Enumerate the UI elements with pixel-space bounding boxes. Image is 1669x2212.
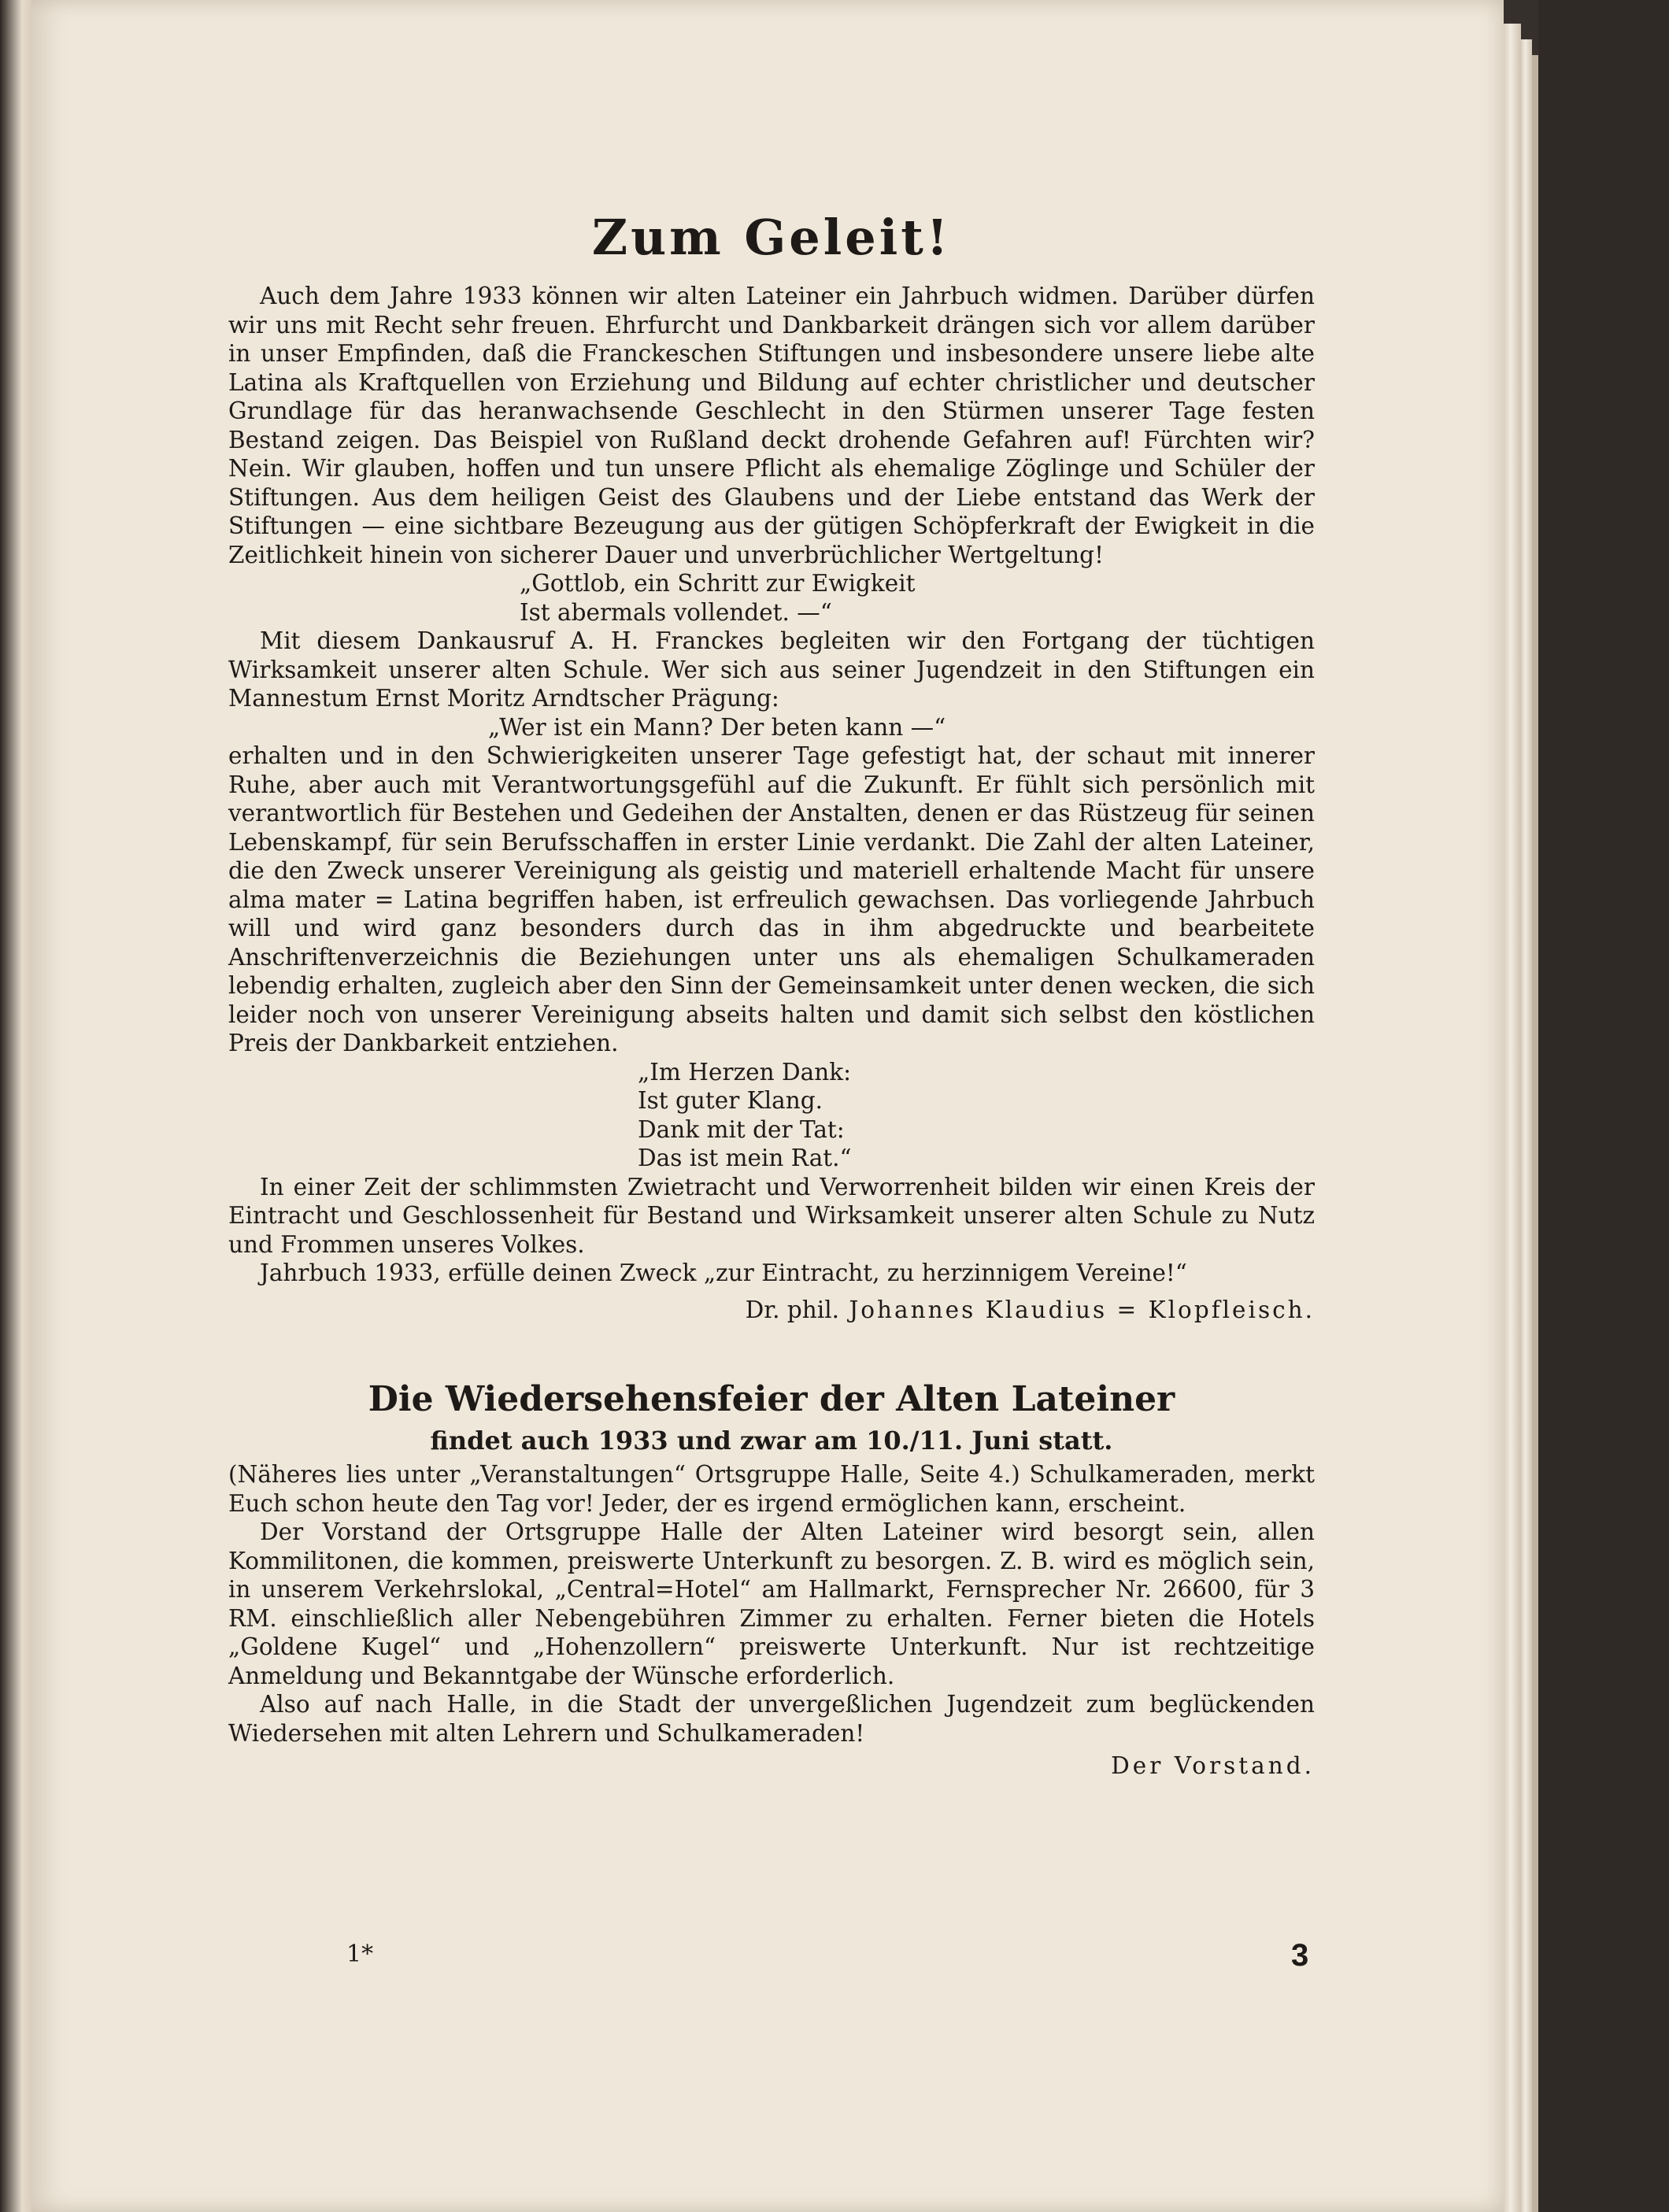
author-title: Dr. phil. [745, 1296, 840, 1323]
article-title: Zum Geleit! [591, 209, 952, 266]
author-signature [228, 1296, 1315, 1325]
article-paragraph-5: Jahrbuch 1933, erfülle deinen Zweck „zur Eintracht, zu herzinnigem Vereine!“ [260, 1260, 1187, 1286]
section-heading: Die Wiedersehensfeier der Alten Lateiner [368, 1379, 1175, 1419]
section-paragraph-3: Also auf nach Halle, in die Stadt der unvergeßlichen Jugendzeit zum beglückenden Wiedersehen mit alten Lehrern und Schulkameraden! [228, 1691, 1315, 1747]
page [31, 0, 1504, 2212]
article-paragraph-2: Mit diesem Dankausruf A. H. Franckes begleiten wir den Fortgang der tüchtigen Wirksamkeit unserer alten Schule. Wer sich aus seiner Jugendzeit in den Stiftungen ein Mannestum Ernst Moritz Arndtscher Prägung: [228, 627, 1315, 712]
scanner-background [1538, 0, 1669, 2212]
page-stack-edge [1521, 39, 1532, 2212]
quote-line: „Gottlob, ein Schritt zur Ewigkeit [520, 570, 916, 597]
poem-line: Dank mit der Tat: [638, 1115, 845, 1143]
poem-line: Ist guter Klang. [638, 1087, 823, 1114]
page-stack-edge [1504, 24, 1521, 2212]
poem [228, 1058, 1315, 1173]
page-number: 3 [1291, 1938, 1309, 1973]
poem-line: „Im Herzen Dank: [638, 1058, 852, 1086]
page-stack-edge [1532, 55, 1538, 2212]
quote-line: „Wer ist ein Mann? Der beten kann —“ [488, 713, 946, 741]
article-paragraph-3: erhalten und in den Schwierigkeiten unserer Tage gefestigt hat, der schaut mit innerer Ruhe, aber auch mit Verantwortungsgefühl auf die Zukunft. Er fühlt sich persönlich mit verantwortlich für Bestehen und Gedeihen der Anstalten, denen er das Rüstzeug für seinen Lebenskampf, für sein Berufsschaffen in erster Linie verdankt. Die Zahl der alten Lateiner, die den Zweck unserer Vereinigung als geistig und materiell erhaltende Macht für unsere alma mater = Latina begriffen haben, ist erfreulich gewachsen. Das vorliegende Jahrbuch will und wird ganz besonders durch das in ihm abgedruckte und bearbeitete Anschriftenverzeichnis die Beziehungen unter uns als ehemaligen Schulkameraden lebendig erhalten, zugleich aber den Sinn der Gemeinsamkeit unter denen wecken, die sich leider noch von unserer Vereinigung abseits halten und damit sich selbst den köstlichen Preis der Dankbarkeit entziehen. [228, 742, 1315, 1056]
quote-line: Ist abermals vollendet. —“ [520, 598, 832, 626]
author-name: Johannes Klaudius = Klopfleisch. [849, 1296, 1315, 1323]
section-subheading: findet auch 1933 und zwar am 10./11. Juni statt. [430, 1426, 1113, 1456]
poem-line: Das ist mein Rat.“ [638, 1145, 852, 1171]
previous-page-edge [0, 0, 31, 2212]
article-paragraph-4: In einer Zeit der schlimmsten Zwietracht und Verworrenheit bilden wir einen Kreis der Eintracht und Geschlossenheit für Bestand und Wirksamkeit unserer alten Schule zu Nutz und Frommen unseres Volkes. [228, 1173, 1315, 1258]
article-paragraph-1: Auch dem Jahre 1933 können wir alten Lateiner ein Jahrbuch widmen. Darüber dürfen wir uns mit Recht sehr freuen. Ehrfurcht und Dankbarkeit drängen sich vor allem darüber in unser Empfinden, daß die Franckeschen Stiftungen und insbesondere unsere liebe alte Latina als Kraftquellen von Erziehung und Bildung auf echter christlicher und deutscher Grundlage für das heranwachsende Geschlecht in den Stürmen unserer Tage festen Bestand zeigen. Das Beispiel von Rußland deckt drohende Gefahren auf! Fürchten wir? Nein. Wir glauben, hoffen und tun unsere Pflicht als ehemalige Zöglinge und Schüler der Stiftungen. Aus dem heiligen Geist des Glaubens und der Liebe entstand das Werk der Stiftungen — eine sichtbare Bezeugung aus der gütigen Schöpferkraft der Ewigkeit in die Zeitlichkeit hinein von sicherer Dauer und unverbrüchlicher Wertgeltung! [228, 283, 1315, 568]
board-signature: Der Vorstand. [1111, 1752, 1315, 1779]
page-content [228, 197, 1315, 1779]
section-paragraph-1: (Näheres lies unter „Veranstaltungen“ Ortsgruppe Halle, Seite 4.) Schulkameraden, merkt Euch schon heute den Tag vor! Jeder, der es irgend ermöglichen kann, erscheint. [228, 1461, 1315, 1517]
section-paragraph-2: Der Vorstand der Ortsgruppe Halle der Alten Lateiner wird besorgt sein, allen Kommilitonen, die kommen, preiswerte Unterkunft zu besorgen. Z. B. wird es möglich sein, in unserem Verkehrslokal, „Central=Hotel“ am Hallmarkt, Fernsprecher Nr. 26600, für 3 RM. einschließlich aller Nebengebühren Zimmer zu erhalten. Ferner bieten die Hotels „Goldene Kugel“ und „Hohenzollern“ preiswerte Unterkunft. Nur ist rechtzeitige Anmeldung und Bekanntgabe der Wünsche erforderlich. [228, 1518, 1315, 1689]
signature-mark: 1* [346, 1940, 374, 1968]
